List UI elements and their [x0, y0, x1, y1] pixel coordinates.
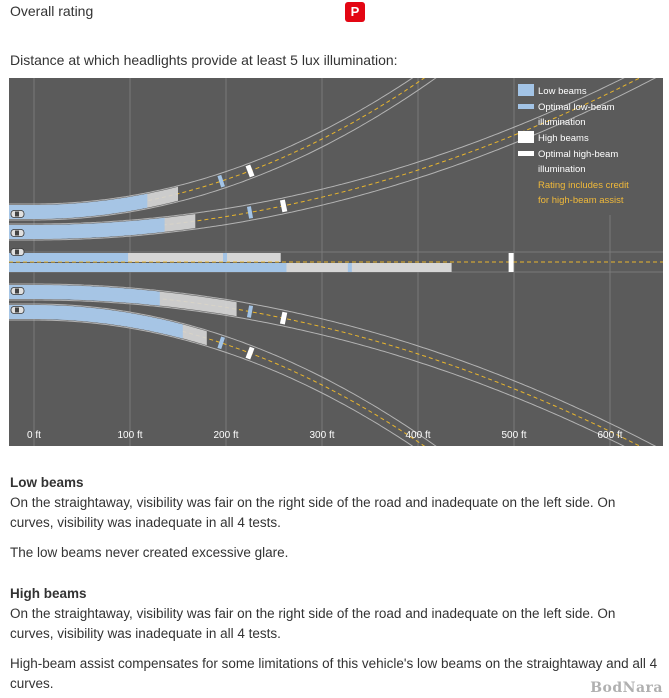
car-windshield	[15, 308, 19, 313]
high-beams-section	[10, 584, 660, 694]
car-windshield	[15, 212, 19, 217]
legend-label-line: illumination	[538, 164, 586, 175]
legend-label	[538, 133, 589, 144]
x-tick-label: 200 ft	[213, 430, 239, 441]
legend-swatch	[518, 151, 534, 156]
low-beams-title: Low beams	[10, 475, 84, 490]
x-tick-label: 500 ft	[501, 430, 527, 441]
legend-swatch	[518, 131, 534, 143]
high-beams-paragraph-2: High-beam assist compensates for some limitations of this vehicle's low beams on the straightaway and all 4 curves.	[10, 656, 658, 691]
optimal-high-beam-marker	[509, 253, 514, 272]
legend-label-line: Optimal low-beam	[538, 102, 615, 113]
car-icon	[11, 307, 24, 314]
x-tick-label: 600 ft	[597, 430, 623, 441]
legend-label-line: illumination	[538, 117, 586, 128]
rating-badge: P	[345, 2, 365, 22]
low-beam-bar	[9, 253, 128, 262]
low-beams-section	[10, 473, 660, 563]
optimal-low-beam-marker	[223, 253, 227, 262]
legend-label-line: Rating includes credit	[538, 180, 629, 191]
optimal-low-beam-marker	[348, 263, 352, 272]
legend-label-line: Low beams	[538, 86, 587, 97]
car-icon	[11, 249, 24, 256]
car-windshield	[15, 289, 19, 294]
car-icon	[11, 211, 24, 218]
low-beams-paragraph-1: On the straightaway, visibility was fair on the right side of the road and inadequate on the left side. On curves, visibility was inadequate in all 4 tests.	[10, 495, 616, 530]
legend-swatch	[518, 84, 534, 96]
low-beams-paragraph-2: The low beams never created excessive glare.	[10, 545, 289, 560]
legend-label	[538, 86, 587, 97]
overall-rating	[10, 2, 660, 24]
car-icon	[11, 230, 24, 237]
x-tick-label: 300 ft	[309, 430, 335, 441]
headlight-chart-svg	[9, 78, 663, 446]
car-windshield	[15, 231, 19, 236]
low-beam-bar	[9, 263, 286, 272]
x-tick-label: 400 ft	[405, 430, 431, 441]
headlight-chart	[9, 78, 663, 446]
legend-label-line: Optimal high-beam	[538, 149, 619, 160]
legend-label-line: High beams	[538, 133, 589, 144]
x-tick-label: 100 ft	[117, 430, 143, 441]
car-icon	[11, 288, 24, 295]
car-windshield	[15, 250, 19, 255]
high-beams-paragraph-1: On the straightaway, visibility was fair on the right side of the road and inadequate on the left side. On curves, visibility was inadequate in all 4 tests.	[10, 606, 616, 641]
legend-swatch	[518, 104, 534, 109]
overall-rating-label: Overall rating	[10, 3, 94, 19]
high-beams-title: High beams	[10, 586, 87, 601]
legend-label-line: for high-beam assist	[538, 195, 624, 206]
watermark-logo: BodNara	[590, 680, 663, 696]
x-tick-label: 0 ft	[27, 430, 41, 441]
chart-heading: Distance at which headlights provide at least 5 lux illumination:	[10, 52, 398, 68]
